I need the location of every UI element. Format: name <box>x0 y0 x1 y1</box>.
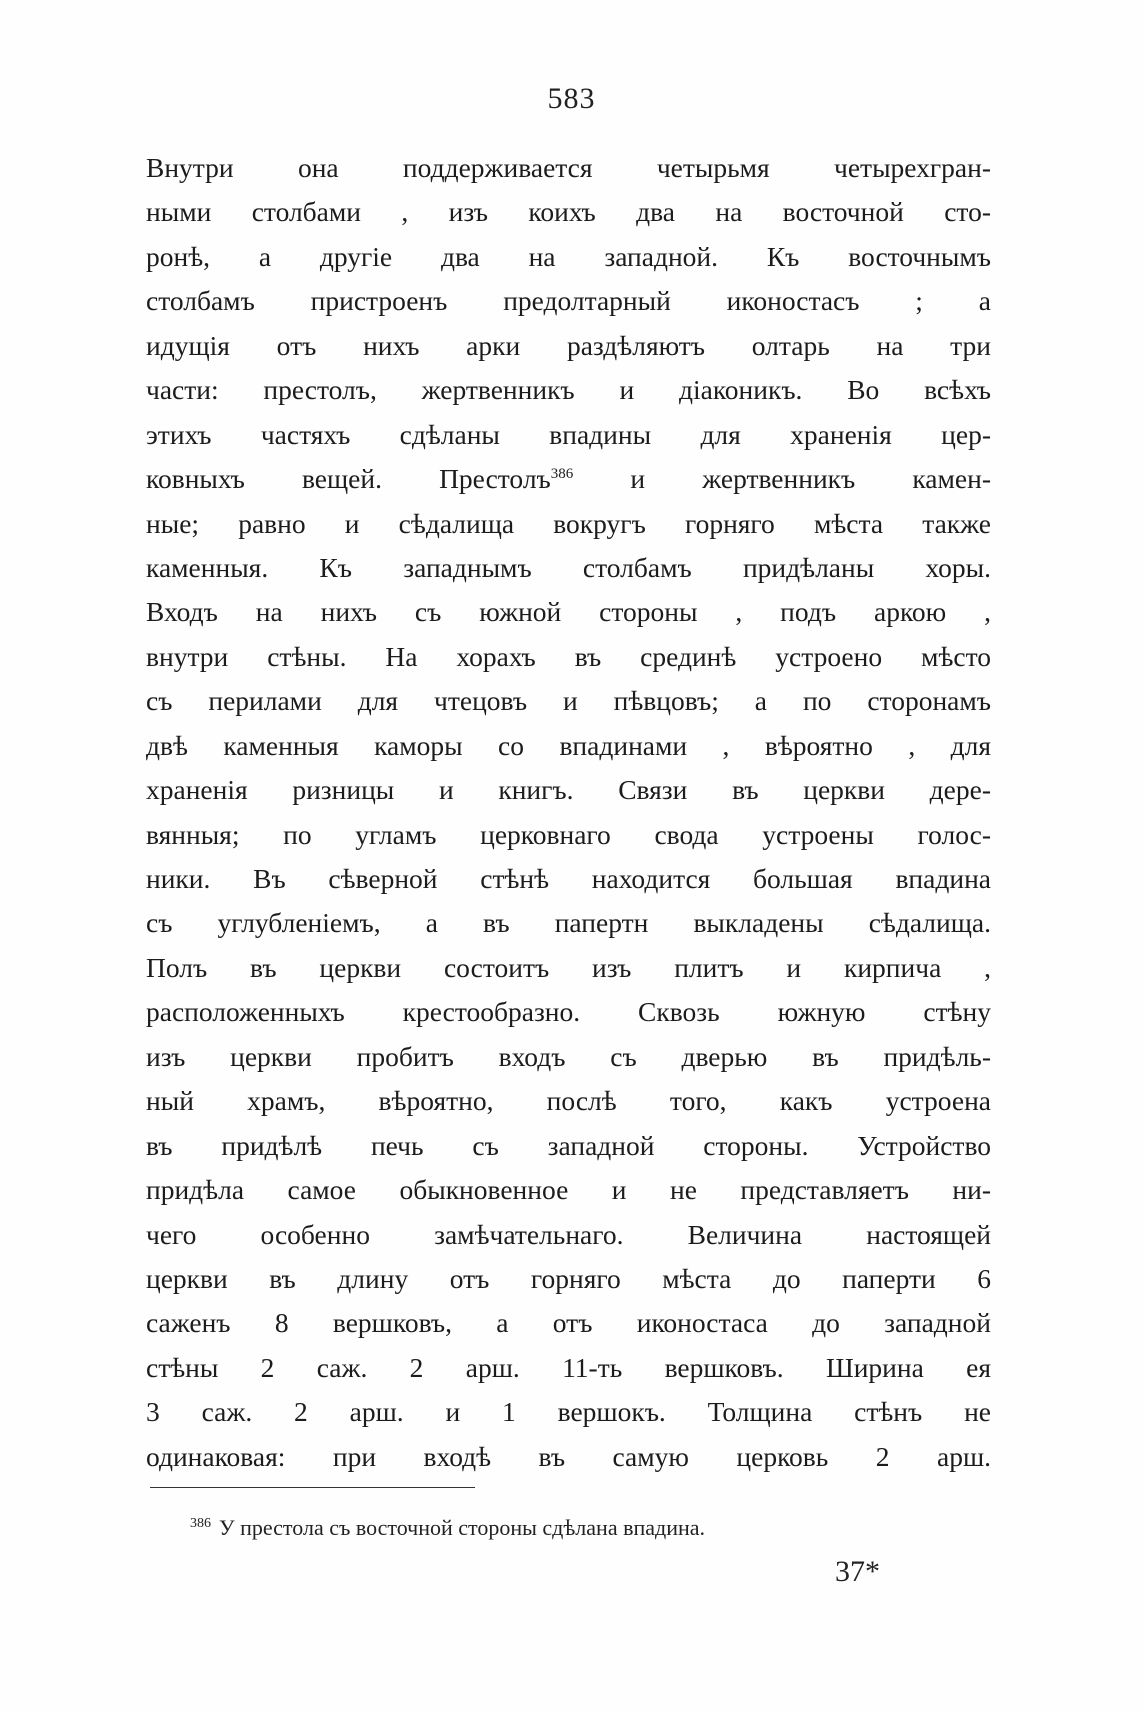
text-line: вянныя; по угламъ церковнаго свода устроены голос- <box>146 818 991 850</box>
text-line: Входъ на нихъ съ южной стороны , подъ аркою , <box>146 596 991 628</box>
text-line: ники. Въ сѣверной стѣнѣ находится большая впадина <box>146 863 991 894</box>
text-line: чего особенно замѣчательнаго. Величина настоящей <box>146 1218 991 1250</box>
text-line-part: ковныхъ вещей. Престолъ <box>146 463 551 495</box>
text-line: изъ церкви пробитъ входъ съ дверью въ придѣль- <box>146 1040 991 1072</box>
text-line: столбамъ пристроенъ предолтарный иконостасъ ; а <box>146 285 991 317</box>
text-line: этихъ частяхъ сдѣланы впадины для храненія цер- <box>146 418 991 450</box>
text-line: Внутри она поддерживается четырьмя четырехгран- <box>146 152 991 183</box>
text-line: придѣла самое обыкновенное и не представляетъ ни- <box>146 1174 991 1206</box>
text-line: въ придѣлѣ печь съ западной стороны. Устройство <box>146 1129 991 1161</box>
footnote-text: У престола съ восточной стороны сдѣлана впадина. <box>219 1515 706 1540</box>
text-line: идущія отъ нихъ арки раздѣляютъ олтарь на три <box>146 329 991 361</box>
text-line: ронѣ, а другіе два на западной. Къ восточнымъ <box>146 240 991 272</box>
text-line: двѣ каменныя каморы со впадинами , вѣроятно , для <box>146 729 991 761</box>
page-number: 583 <box>547 82 596 115</box>
text-line: каменныя. Къ западнымъ столбамъ придѣланы хоры. <box>146 551 991 583</box>
signature-mark: 37* <box>835 1555 880 1588</box>
text-line: съ перилами для чтецовъ и пѣвцовъ; а по сторонамъ <box>146 685 991 717</box>
footnote <box>190 1515 950 1541</box>
text-line: церкви въ длину отъ горняго мѣста до паперти 6 <box>146 1262 991 1294</box>
text-line: храненія ризницы и книгъ. Связи въ церкви дере- <box>146 774 991 806</box>
text-line-part: и жертвенникъ камен- <box>573 463 991 495</box>
text-line: съ углубленіемъ, а въ папертн выкладены сѣдалища. <box>146 907 991 939</box>
footnote-separator <box>150 1487 475 1488</box>
footnote-mark: 386 <box>190 1515 211 1531</box>
text-line: одинаковая: при входѣ въ самую церковь 2 арш. <box>146 1440 991 1472</box>
body-text <box>146 146 991 1479</box>
text-line: ными столбами , изъ коихъ два на восточной сто- <box>146 196 991 228</box>
text-line: Полъ въ церкви состоитъ изъ плитъ и кирпича , <box>146 951 991 983</box>
text-line: ный храмъ, вѣроятно, послѣ того, какъ устроена <box>146 1085 991 1117</box>
text-line: ные; равно и сѣдалища вокругъ горняго мѣста также <box>146 507 991 539</box>
text-line: части: престолъ, жертвенникъ и діаконикъ. Во всѣхъ <box>146 374 991 406</box>
text-line: 3 саж. 2 арш. и 1 вершокъ. Толщина стѣнъ не <box>146 1396 991 1428</box>
text-line: расположенныхъ крестообразно. Сквозь южную стѣну <box>146 996 991 1028</box>
text-line-with-footnote-ref <box>146 457 991 501</box>
footnote-reference[interactable]: 386 <box>550 465 574 482</box>
text-line: стѣны 2 саж. 2 арш. 11-ть вершковъ. Ширина ея <box>146 1351 991 1383</box>
text-line: саженъ 8 вершковъ, а отъ иконостаса до западной <box>146 1307 991 1339</box>
text-line: внутри стѣны. На хорахъ въ срединѣ устроено мѣсто <box>146 640 991 672</box>
